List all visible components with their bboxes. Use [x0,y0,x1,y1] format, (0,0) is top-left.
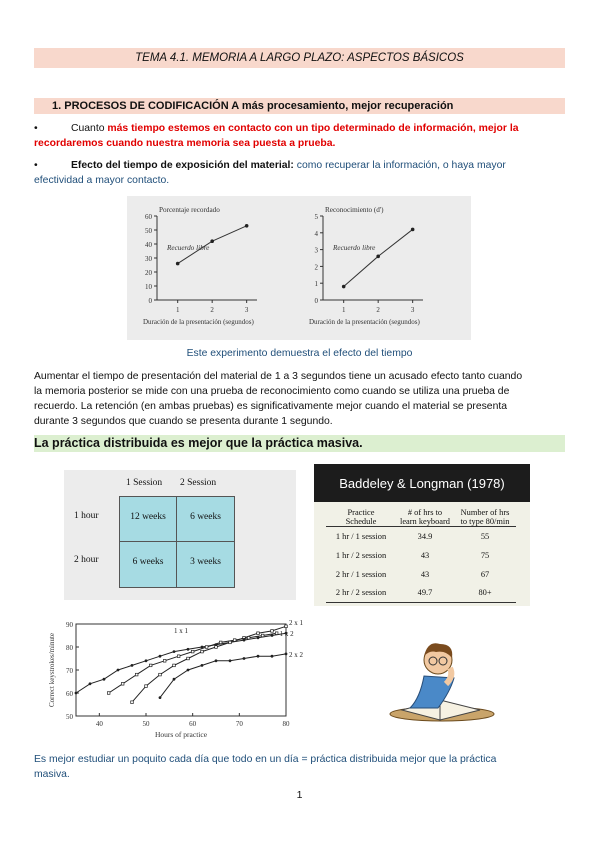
data-point [210,239,214,243]
series-label: 2 x 1 [289,619,303,627]
data-point [257,632,260,635]
data-point [159,655,162,658]
data-point [271,630,274,633]
bullet-item-2 [34,158,574,173]
table-cell: 43 [420,569,430,579]
bullet-rest: como recuperar la información, o haya mayor [293,160,506,171]
data-point [285,653,288,656]
x-tick-label: 3 [244,306,249,314]
x-tick-label: 2 [376,306,380,314]
data-point [176,262,180,266]
bullet-highlight-cont: recordaremos cuando nuestra memoria sea puesta a prueba. [34,138,336,149]
data-point [103,678,106,681]
baddeley-header [326,508,396,527]
table-cell: 49.7 [417,588,433,598]
student-studying-illustration [380,628,500,728]
data-point [177,655,180,658]
data-point [191,650,194,653]
data-point [229,659,232,662]
series-annotation: Recuerdo libre [333,244,376,252]
series-label: 2 x 2 [289,650,303,659]
plot-frame [76,624,286,716]
data-point [245,224,249,228]
data-point [131,664,134,667]
y-tick-label: 60 [66,690,73,698]
page-title: TEMA 4.1. MEMORIA A LARGO PLAZO: ASPECTOS BÁSICOS [34,48,565,68]
grid-divider [176,497,177,587]
grid-divider [120,541,234,542]
header-line: Practice [347,508,375,517]
baddeley-table [326,508,516,603]
grid-cell: 3 weeks [190,557,221,567]
y-tick-label: 10 [145,283,152,291]
data-point [159,673,162,676]
bullet-highlight: más tiempo estemos en contacto con un tipo determinado de información, mejor la [107,123,519,134]
exposure-charts-svg [127,196,471,340]
figure-caption: Este experimento demuestra el efecto del tiempo [186,348,413,359]
table-cell: 75 [480,550,490,560]
baddeley-header-row [326,508,516,527]
y-tick-label: 80 [66,644,73,652]
baddeley-header [396,508,454,527]
data-point [215,646,218,649]
header-line: learn keyboard [400,517,450,526]
bullet-marker: • [34,160,38,171]
table-cell: 2 hr / 1 session [335,569,387,579]
baddeley-title: Baddeley & Longman (1978) [339,476,505,491]
conclusion-line: masiva. [34,769,70,780]
y-tick-label: 3 [314,246,318,255]
data-point [149,664,152,667]
grid-row-header: 2 hour [74,555,99,565]
table-cell: 67 [480,569,490,579]
data-point [243,657,246,660]
series-line [76,633,286,693]
data-point [159,696,162,699]
bullet-lead: Cuanto [71,123,108,134]
series-label: 1 x 2 [279,630,294,639]
x-tick-label: 80 [282,720,290,728]
y-tick-label: 40 [145,241,152,249]
data-point [187,657,190,660]
table-row [326,565,516,584]
y-tick-label: 60 [145,213,152,221]
series-annotation: Recuerdo libre [167,244,210,252]
section-heading-practica: La práctica distribuida es mejor que la práctica masiva. [34,435,565,452]
data-point [285,625,288,628]
studying-student-icon [380,628,500,728]
baddeley-header [454,508,516,527]
series-label: 1 x 1 [174,627,188,636]
data-point [145,659,148,662]
y-tick-label: 5 [314,213,318,221]
paragraph-line: la memoria posterior se mide con una prueba de reconocimiento como cuando se utiliza una prueba de [34,386,510,397]
typing-chart-svg [40,616,310,742]
table-cell: 43 [420,550,430,560]
data-point [135,673,138,676]
data-point [121,683,124,686]
data-point [201,650,204,653]
y-tick-label: 0 [314,297,318,305]
y-tick-label: 50 [66,713,73,721]
figure-exposure-charts [127,196,471,340]
data-point [219,641,222,644]
sessions-grid-figure [64,470,296,600]
data-point [257,655,260,658]
bullet-marker: • [34,123,38,134]
data-point [75,692,78,695]
y-tick-label: 30 [145,255,152,263]
table-cell: 2 hr / 2 session [335,588,387,598]
data-point [163,660,166,663]
y-tick-label: 50 [145,227,152,235]
bullet-bold: Efecto del tiempo de exposición del material: [71,160,294,171]
table-cell: 1 hr / 1 session [335,531,387,541]
grid-row-header: 1 hour [74,511,99,521]
table-cell: 55 [480,531,490,541]
y-tick-label: 1 [314,280,318,289]
data-point [271,655,274,658]
y-tick-label: 20 [145,269,152,277]
x-tick-label: 40 [95,720,103,728]
data-point [205,646,208,649]
y-tick-label: 4 [314,229,318,238]
data-point [187,648,190,651]
x-tick-label: 1 [175,306,180,314]
header-line: to type 80/min [460,517,510,526]
data-point [187,669,190,672]
data-point [89,682,92,685]
x-tick-label: 1 [341,306,346,314]
y-axis-label: Correct keystrokes/minute [48,632,56,708]
x-axis-label: Duración de la presentación (segundos) [143,318,254,326]
x-axis-label: Hours of practice [154,730,208,739]
data-point [411,228,415,232]
data-point [117,669,120,672]
x-tick-label: 50 [142,720,150,728]
chart-title: Reconocimiento (d') [325,206,384,214]
section-heading-text: 1. PROCESOS DE CODIFICACIÓN A más procesamiento, mejor recuperación [52,100,454,112]
data-point [233,639,236,642]
grid-col-header: 1 Session [126,478,163,488]
grid-cells [119,496,235,588]
grid-cell: 12 weeks [130,512,166,522]
header-line: # of hrs to [407,508,443,517]
y-tick-label: 70 [66,667,73,675]
data-point [275,632,278,635]
data-point [376,255,380,259]
y-tick-label: 2 [314,263,318,272]
paragraph-line: Aumentar el tiempo de presentación del material de 1 a 3 segundos tiene un acusado efecto tanto cuando [34,371,523,382]
grid-cell: 6 weeks [190,512,221,522]
data-point [342,285,346,289]
table-cell: 34.9 [417,531,433,541]
data-point [173,650,176,653]
data-point [247,637,250,640]
grid-col-header: 2 Session [180,478,217,488]
header-line: Schedule [345,517,377,526]
bullet-rest-cont: efectividad a mayor contacto. [34,175,170,186]
x-tick-label: 70 [235,720,243,728]
page-number: 1 [296,789,303,801]
data-point [173,678,176,681]
paragraph-line: recuerdo. La retención (en ambas pruebas) es significativamente mejor cuando el material se presenta [34,401,508,412]
data-point [131,701,134,704]
x-axis-label: Duración de la presentación (segundos) [309,318,420,326]
series-line [109,633,277,693]
header-line: Number of hrs [460,508,510,517]
series-line [160,654,286,698]
data-point [173,664,176,667]
explanation-paragraph [34,369,574,429]
x-tick-label: 60 [189,720,197,728]
conclusion-paragraph [34,752,574,782]
x-tick-label: 3 [410,306,415,314]
data-point [261,634,264,637]
typing-practice-chart [40,616,310,742]
baddeley-table-figure [314,464,530,606]
table-row [326,584,516,603]
y-tick-label: 0 [148,297,152,305]
data-point [201,664,204,667]
table-cell: 1 hr / 2 session [335,550,387,560]
chart-title: Porcentaje recordado [159,206,220,214]
table-row [326,527,516,546]
conclusion-line: Es mejor estudiar un poquito cada día que todo en un día = práctica distribuida mejor que la práctica [34,754,497,765]
data-point [215,659,218,662]
table-row [326,546,516,565]
y-tick-label: 90 [66,621,73,629]
grid-cell: 6 weeks [132,557,164,567]
data-point [145,685,148,688]
paragraph-line: durante 3 segundos que cuando se presenta durante 1 segundo. [34,416,333,427]
table-cell: 80+ [478,588,492,598]
bullet-item-1 [34,121,565,136]
data-point [107,692,110,695]
section-heading-codificacion [34,98,565,114]
x-tick-label: 2 [210,306,214,314]
